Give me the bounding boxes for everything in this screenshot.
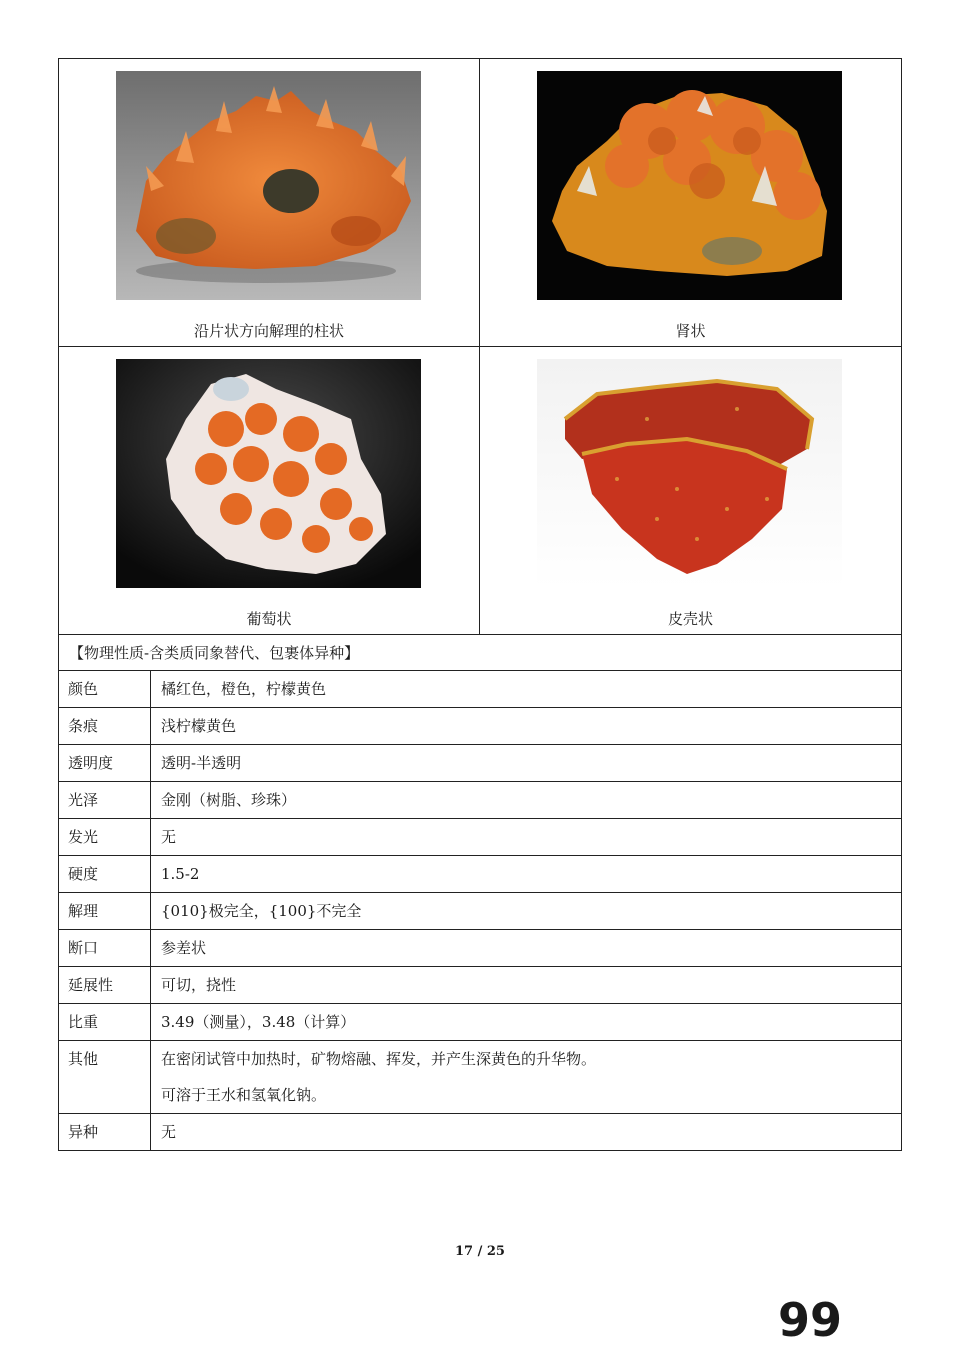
image-cell-botryoidal <box>59 347 480 635</box>
property-key: 颜色 <box>59 671 151 707</box>
property-row-streak <box>59 708 901 745</box>
page-indicator: 17 / 25 <box>455 1244 505 1259</box>
property-key: 条痕 <box>59 708 151 744</box>
image-grid <box>58 58 902 634</box>
property-key: 解理 <box>59 893 151 929</box>
image-caption: 沿片状方向解理的柱状 <box>193 322 344 340</box>
property-value: 1.5-2 <box>161 865 200 883</box>
page-number: 99 <box>777 1293 842 1347</box>
mineral-photo-botryoidal <box>116 359 421 588</box>
image-cell-prismatic <box>59 59 480 347</box>
image-caption: 葡萄状 <box>246 610 292 628</box>
property-key: 发光 <box>59 819 151 855</box>
image-caption: 肾状 <box>675 322 706 340</box>
property-value: 橘红色，橙色，柠檬黄色 <box>161 680 327 698</box>
property-key: 延展性 <box>59 967 151 1003</box>
property-value-line: 可溶于王水和氢氧化钠。 <box>161 1086 327 1104</box>
property-value: 金刚（树脂、珍珠） <box>161 791 297 809</box>
property-key: 透明度 <box>59 745 151 781</box>
properties-header: 【物理性质-含类质同象替代、包裹体异种】 <box>59 635 901 671</box>
image-cell-reniform <box>480 59 901 347</box>
property-value: 浅柠檬黄色 <box>161 717 237 735</box>
image-caption: 皮壳状 <box>667 610 713 628</box>
property-key: 光泽 <box>59 782 151 818</box>
property-value-line: 在密闭试管中加热时，矿物熔融、挥发，并产生深黄色的升华物。 <box>161 1050 597 1068</box>
property-row-hardness <box>59 856 901 893</box>
property-key: 硬度 <box>59 856 151 892</box>
property-value: 透明-半透明 <box>161 754 242 772</box>
property-key: 异种 <box>59 1114 151 1150</box>
property-row-specific-gravity <box>59 1004 901 1041</box>
mineral-photo-prismatic <box>116 71 421 300</box>
mineral-photo-reniform <box>537 71 842 300</box>
property-row-other <box>59 1041 901 1114</box>
property-row-tenacity <box>59 967 901 1004</box>
property-key: 比重 <box>59 1004 151 1040</box>
property-value: {010}极完全，{100}不完全 <box>161 902 362 920</box>
property-row-transparency <box>59 745 901 782</box>
physical-properties-table <box>58 634 902 1151</box>
property-key: 其他 <box>59 1041 151 1113</box>
property-value: 3.49（测量），3.48（计算） <box>161 1013 356 1031</box>
property-value: 无 <box>161 828 177 846</box>
property-value: 参差状 <box>161 939 207 957</box>
property-row-fracture <box>59 930 901 967</box>
property-row-varieties <box>59 1114 901 1150</box>
property-value: 可切，挠性 <box>161 976 237 994</box>
property-row-luster <box>59 782 901 819</box>
image-cell-crust <box>480 347 901 635</box>
property-row-cleavage <box>59 893 901 930</box>
property-value <box>151 1041 901 1113</box>
property-key: 断口 <box>59 930 151 966</box>
property-row-color <box>59 671 901 708</box>
mineral-photo-crust <box>537 359 842 588</box>
property-value: 无 <box>161 1123 177 1141</box>
property-row-luminescence <box>59 819 901 856</box>
